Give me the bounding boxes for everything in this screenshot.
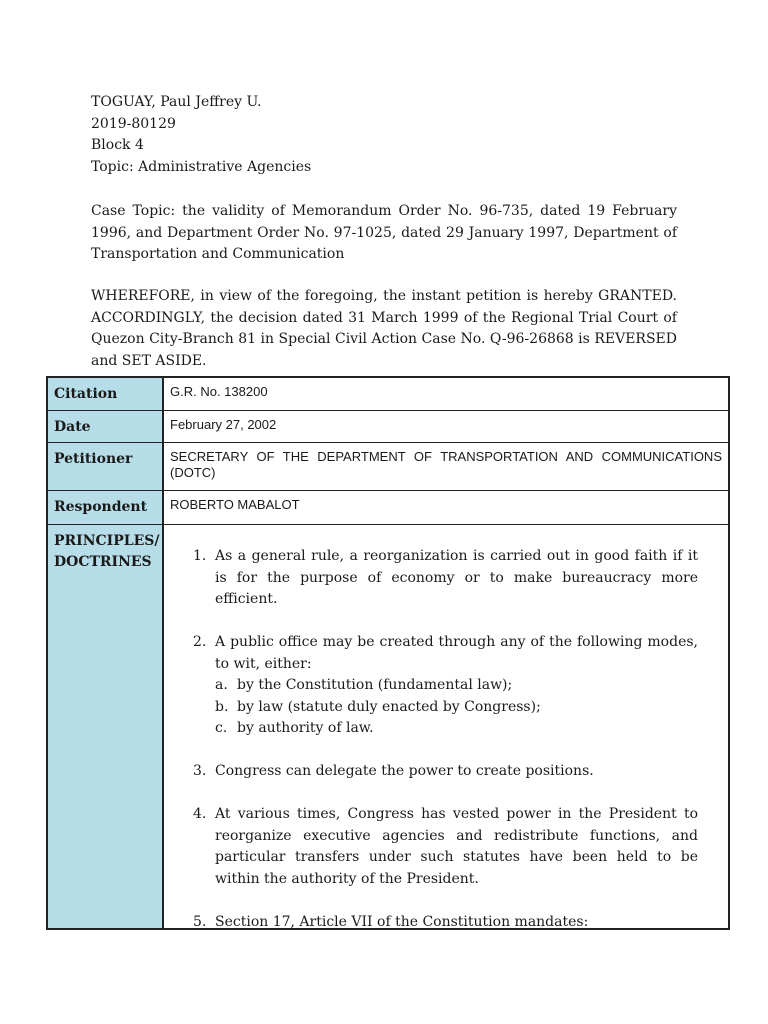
principle-item [193, 912, 698, 934]
sub-item-letter: b. [215, 698, 229, 715]
petitioner-value: SECRETARY OF THE DEPARTMENT OF TRANSPORTATION AND COMMUNICATIONS (DOTC) [170, 449, 722, 480]
principle-number: 3. [193, 763, 207, 779]
principle-item [193, 804, 698, 890]
principle-number: 2. [193, 634, 207, 650]
principle-text: As a general rule, a reorganization is carried out in good faith if it is for the purpose of economy or to make bureaucracy more efficient. [215, 548, 698, 607]
date-value: February 27, 2002 [170, 417, 277, 432]
principle-item [193, 632, 698, 740]
petitioner-label: Petitioner [48, 443, 164, 490]
principle-body [215, 632, 698, 740]
block-label: Block 4 [91, 137, 144, 153]
sub-item-letter: c. [215, 720, 228, 736]
principle-number: 1. [193, 548, 207, 564]
sub-item-letter: a. [215, 677, 228, 693]
respondent-label: Respondent [48, 491, 164, 524]
principle-item [193, 761, 698, 783]
principle-item [193, 546, 698, 611]
principle-text: At various times, Congress has vested power in the President to reorganize executive agencies and redistribute functions, and particular transfers under such statutes have been held to be within the authority of the President. [215, 806, 698, 887]
case-topic-paragraph: Case Topic: the validity of Memorandum Order No. 96-735, dated 19 February 1996, and Department Order No. 97-1025, dated 29 January 1997, Department of Transportation and Communication [91, 203, 677, 262]
petitioner-row [48, 443, 728, 491]
respondent-row [48, 491, 728, 525]
document-header [91, 92, 691, 178]
principle-number: 4. [193, 806, 207, 822]
wherefore-paragraph: WHEREFORE, in view of the foregoing, the instant petition is hereby GRANTED. ACCORDINGLY, the decision dated 31 March 1999 of the Regional Trial Court of Quezon City-Branch 81 in Special Civil Action Case No. Q-96-26868 is REVERSED and SET ASIDE. [91, 288, 677, 369]
topic-label: Topic: Administrative Agencies [91, 158, 312, 175]
principles-row [48, 525, 728, 928]
principles-label: PRINCIPLES/ DOCTRINES [48, 525, 164, 928]
case-digest-table [46, 376, 730, 930]
principle-text: A public office may be created through any of the following modes, to wit, either: [215, 634, 698, 672]
sub-item-text: by law (statute duly enacted by Congress); [237, 698, 541, 715]
sub-item-text: by the Constitution (fundamental law); [237, 677, 513, 693]
sub-item [215, 675, 698, 697]
sub-item [215, 697, 698, 719]
principle-text: Section 17, Article VII of the Constitution mandates: [215, 913, 589, 930]
citation-row [48, 378, 728, 411]
citation-value: G.R. No. 138200 [170, 384, 268, 399]
student-number: 2019-80129 [91, 115, 176, 132]
citation-label: Citation [48, 378, 164, 410]
sub-item-text: by authority of law. [237, 720, 374, 736]
date-row [48, 411, 728, 443]
principle-text: Congress can delegate the power to create positions. [215, 763, 594, 779]
sub-item [215, 718, 698, 740]
date-label: Date [48, 411, 164, 442]
author-name: TOGUAY, Paul Jeffrey U. [91, 94, 262, 110]
principles-list [164, 525, 728, 928]
respondent-value: ROBERTO MABALOT [170, 497, 300, 512]
principle-number: 5. [193, 913, 207, 930]
